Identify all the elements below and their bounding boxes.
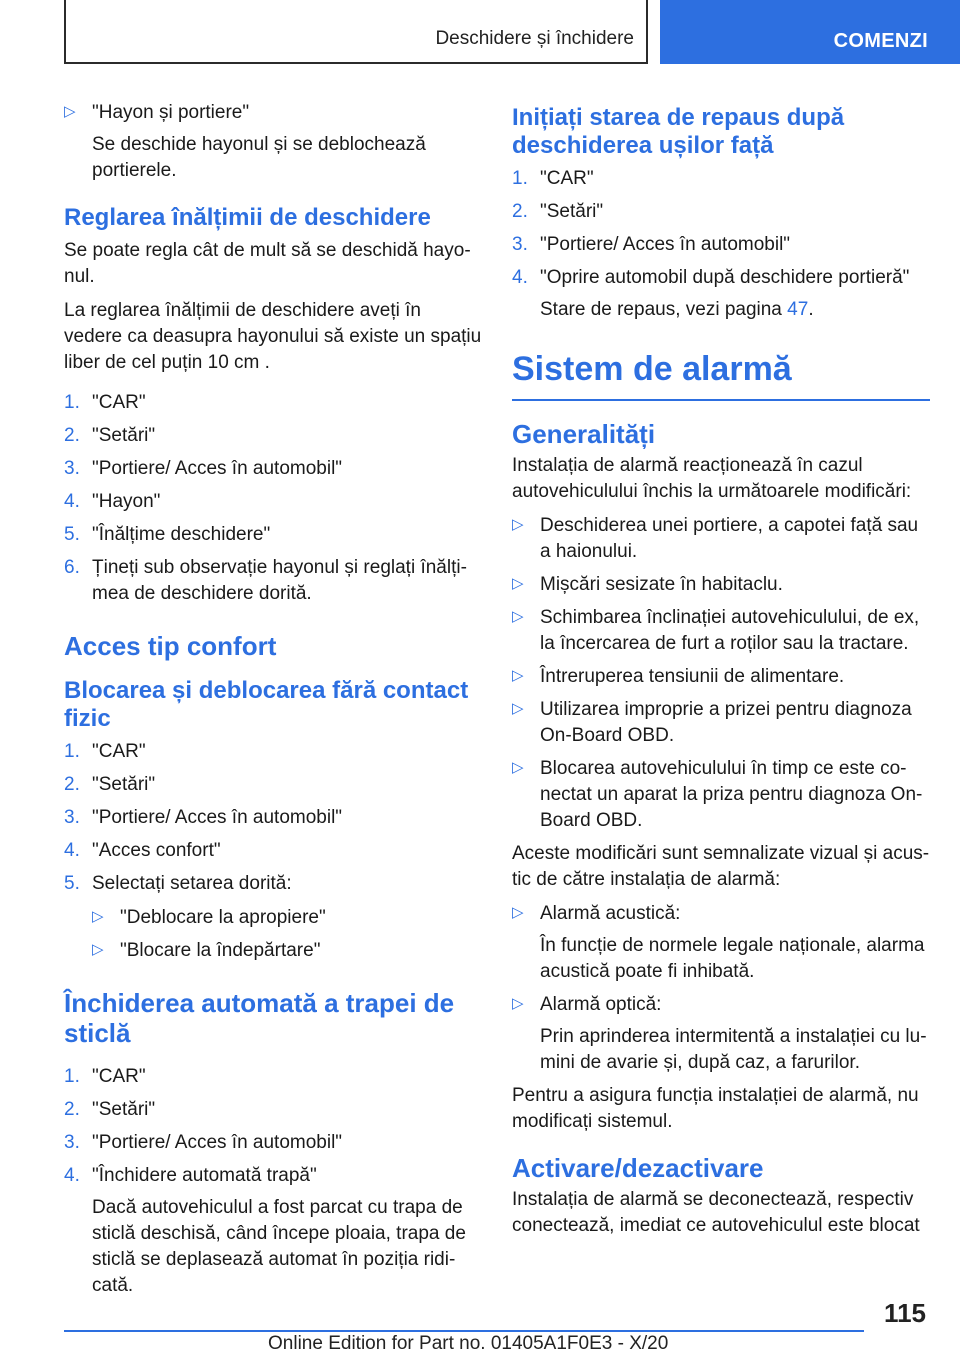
section-header <box>64 0 648 64</box>
option-item: ▷ "Deblocare la apropiere" <box>92 905 484 931</box>
step-item: 2. "Setări" <box>64 425 156 446</box>
trigger-list <box>512 513 930 834</box>
heading-divider <box>512 399 930 401</box>
right-column <box>512 100 930 1247</box>
page-number: 115 <box>884 1298 926 1328</box>
steps-list <box>64 739 484 964</box>
list-item: ▷ "Hayon și portiere" Se deschide hayonul și se deblochează portierele. <box>64 100 484 184</box>
bullet-icon: ▷ <box>64 103 76 120</box>
footer-divider <box>64 1330 864 1332</box>
list-item: ▷ Blocarea autovehiculului în timp ce este conectat un aparat la priza pentru diagnoza On-Board OBD. <box>512 756 930 834</box>
bullet-icon: ▷ <box>512 759 524 776</box>
heading-sistem-alarma: Sistem de alarmă <box>512 350 792 388</box>
paragraph: La reglarea înălțimii de deschidere aveți în vedere ca deasupra hayonului să existe un spațiu liber de cel puțin 10 cm . <box>64 300 482 373</box>
list-item: ▷ Mișcări sesizate în habitaclu. <box>512 572 930 598</box>
bullet-icon: ▷ <box>512 575 524 592</box>
heading-blocare: Blocarea și deblocarea fără contact fizic <box>64 677 469 732</box>
list-item: ▷ Deschiderea unei portiere, a capotei față sau a haionului. <box>512 513 930 565</box>
paragraph: Instalația de alarmă se deconectează, respectiv conectează, imediat ce autovehiculul este blocat <box>512 1189 920 1236</box>
item-description: Se deschide hayonul și se deblochează portierele. <box>92 134 426 181</box>
steps-list <box>64 1064 484 1299</box>
step-item: 5. "Înălțime deschidere" <box>64 524 271 545</box>
bullet-icon: ▷ <box>92 941 104 958</box>
steps-list <box>512 166 930 323</box>
step-item: 4. "Hayon" <box>64 491 161 512</box>
step-note: Dacă autovehiculul a fost parcat cu trapa de sticlă deschisă, când începe ploaia, trapa de sticlă se deplasează automat în poziția ridicată. <box>92 1197 466 1296</box>
paragraph: Se poate regla cât de mult să se deschidă hayonul. <box>64 240 471 287</box>
step-item: 4. "Acces confort" <box>64 840 221 861</box>
step-item: 2. "Setări" <box>64 1099 156 1120</box>
step-item: 4. "Oprire automobil după deschidere portieră" Stare de repaus, vezi pagina 47. <box>512 265 930 323</box>
item-description: În funcție de normele legale naționale, alarma acustică poate fi inhibată. <box>540 935 925 982</box>
chapter-tab[interactable] <box>660 0 960 64</box>
bullet-icon: ▷ <box>512 516 524 533</box>
option-item: ▷ "Blocare la îndepărtare" <box>92 938 484 964</box>
step-item: 3. "Portiere/ Acces în automobil" <box>512 234 791 255</box>
bullet-icon: ▷ <box>512 904 524 921</box>
heading-repaus: Inițiați starea de repaus după deschiderea ușilor față <box>512 104 845 159</box>
bullet-icon: ▷ <box>512 608 524 625</box>
page-link[interactable]: 47 <box>787 299 809 320</box>
chapter-tab-label: COMENZI <box>833 30 928 52</box>
item-description: Prin aprinderea intermitentă a instalației cu lumini de avarie și, după caz, a farurilor. <box>540 1026 927 1073</box>
heading-acces: Acces tip confort <box>64 631 277 661</box>
list-item: ▷ Întreruperea tensiunii de alimentare. <box>512 664 930 690</box>
step-note: Stare de repaus, vezi pagina 47. <box>540 299 814 320</box>
heading-reglare: Reglarea înălțimii de deschidere <box>64 204 431 231</box>
list-item: ▷ Schimbarea înclinației autovehiculului, de ex, la încercarea de furt a roților sau la tractare. <box>512 605 930 657</box>
list-item: ▷ Alarmă acustică: În funcție de normele legale naționale, alarma acustică poate fi inhibată. <box>512 901 930 985</box>
step-item: 1. "CAR" <box>64 741 146 762</box>
bullet-icon: ▷ <box>512 995 524 1012</box>
step-item: 1. "CAR" <box>64 1066 146 1087</box>
step-item: 5. Selectați setarea dorită: ▷ "Deblocare la apropiere" ▷ "Blocare la îndepărtare" <box>64 871 484 964</box>
bullet-icon: ▷ <box>92 908 104 925</box>
bullet-icon: ▷ <box>512 667 524 684</box>
heading-trapa: Închiderea automată a trapei de sticlă <box>64 988 455 1048</box>
heading-activare: Activare/dezactivare <box>512 1153 764 1183</box>
paragraph: Instalația de alarmă reacționează în cazul autovehiculului închis la următoarele modificări: <box>512 455 912 502</box>
option-list <box>92 905 484 964</box>
bullet-icon: ▷ <box>512 700 524 717</box>
step-item: 3. "Portiere/ Acces în automobil" <box>64 807 343 828</box>
left-column <box>64 100 484 1306</box>
paragraph: Pentru a asigura funcția instalației de alarmă, nu modificați sistemul. <box>512 1085 919 1132</box>
section-title: Deschidere și închidere <box>435 28 634 49</box>
paragraph: Aceste modificări sunt semnalizate vizual și acustic de către instalația de alarmă: <box>512 843 930 890</box>
step-item: 1. "CAR" <box>64 392 146 413</box>
edition-note: Online Edition for Part no. 01405A1F0E3 - X/20 <box>268 1333 669 1354</box>
bullet-list <box>64 100 484 184</box>
alarm-type-list <box>512 901 930 1076</box>
step-item: 2. "Setări" <box>512 201 604 222</box>
steps-list <box>64 390 484 607</box>
step-item: 4. "Închidere automată trapă" Dacă autovehiculul a fost parcat cu trapa de sticlă deschisă, când începe ploaia, trapa de sticlă se deplasează automat în poziția ridicată. <box>64 1163 484 1299</box>
step-item: 2. "Setări" <box>64 774 156 795</box>
step-item: 3. "Portiere/ Acces în automobil" <box>64 458 343 479</box>
list-item: ▷ Utilizarea improprie a prizei pentru diagnoza On-Board OBD. <box>512 697 930 749</box>
step-item: 3. "Portiere/ Acces în automobil" <box>64 1132 343 1153</box>
step-item: 6. Țineți sub observație hayonul și reglați înălțimea de deschidere dorită. <box>64 557 467 604</box>
step-item: 1. "CAR" <box>512 168 594 189</box>
heading-generalitati: Generalități <box>512 419 656 449</box>
list-item: ▷ Alarmă optică: Prin aprinderea intermitentă a instalației cu lumini de avarie și, după caz, a farurilor. <box>512 992 930 1076</box>
